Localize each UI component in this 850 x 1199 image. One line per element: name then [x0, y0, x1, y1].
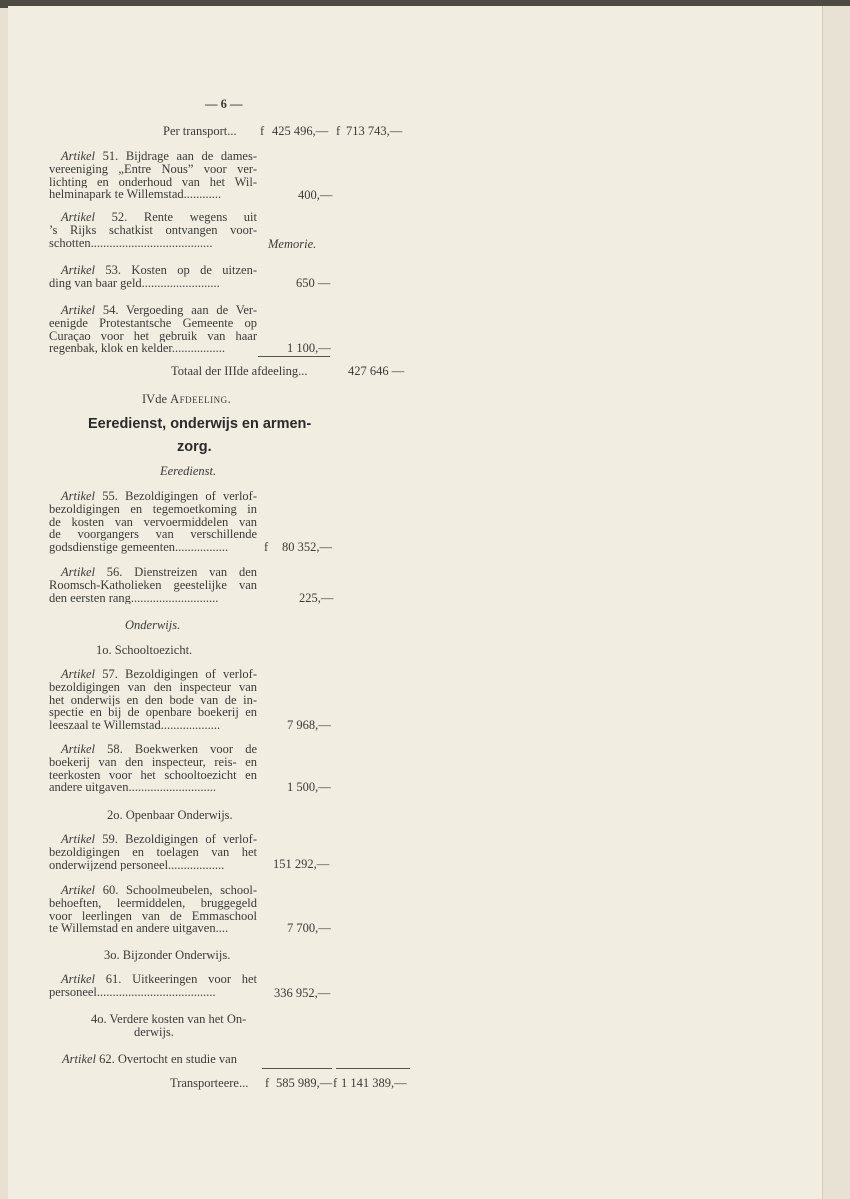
subtotal-rule [258, 356, 330, 357]
footer-f1: f [265, 1076, 270, 1090]
subheading-schooltoezicht: 1o. Schooltoezicht. [96, 643, 193, 657]
transport-amount-1: 425 496,— [272, 124, 329, 138]
article-60-text: Artikel 60. Schoolmeubelen, school- behoeften, leermiddelen, bruggegeld voor leerlingen van de Emmaschool te Willemstad en andere uitgaven.... [49, 884, 257, 936]
article-61-amount: 336 952,— [274, 986, 331, 1000]
article-56-text: Artikel 56. Dienstreizen van den Roomsch-Katholieken geestelijke van den eersten rang............................ [49, 566, 257, 605]
page-edge [822, 6, 850, 1199]
article-61-text: Artikel 61. Uitkeeringen voor het personeel...................................... [49, 973, 257, 999]
article-55-amount: 80 352,— [282, 540, 332, 554]
transport-amount-2: 713 743,— [346, 124, 403, 138]
article-62-text: Artikel 62. Overtocht en studie van [62, 1052, 237, 1066]
division-label: IVde Afdeeling. [142, 392, 232, 406]
section-heading-line-2: zorg. [177, 439, 212, 455]
article-57-text: Artikel 57. Bezoldigingen of verlof- bezoldigingen van den inspecteur van het onderwijs en den bode van de in- spectie en bij de openbare boekerij en leeszaal te Willemstad................... [49, 668, 257, 732]
article-52-text: Artikel 52. Rente wegens uit ’s Rijks schatkist ontvangen voor- schotten....................................... [49, 211, 257, 250]
footer-f2: f [333, 1076, 338, 1090]
article-57-amount: 7 968,— [287, 718, 331, 732]
total-amount: 427 646 — [348, 364, 405, 378]
article-59-text: Artikel 59. Bezoldigingen of verlof- bezoldigingen en toelagen van het onderwijzend personeel.................. [49, 833, 257, 872]
footer-label: Transporteere... [170, 1076, 249, 1090]
transport-label: Per transport... [163, 124, 237, 138]
footer-rule-2 [336, 1068, 410, 1069]
article-58-text: Artikel 58. Boekwerken voor de boekerij van den inspecteur, reis- en teerkosten voor het schooltoezicht en andere uitgaven............................ [49, 743, 257, 795]
subheading-verdere-kosten: 4o. Verdere kosten van het On- [91, 1012, 247, 1026]
article-52-amount: Memorie. [268, 237, 317, 251]
subheading-openbaar: 2o. Openbaar Onderwijs. [107, 808, 233, 822]
article-55-currency: f [264, 540, 269, 554]
transport-f2: f [336, 124, 341, 138]
footer-amount-2: 1 141 389,— [341, 1076, 407, 1090]
article-55-text: Artikel 55. Bezoldigingen of verlof- bezoldigingen en tegemoetkoming in de kosten van vervoermiddelen van de voorgangers van verschillende godsdienstige gemeenten................. [49, 490, 257, 554]
article-51-text: Artikel 51. Bijdrage aan de dames- vereeniging „Entre Nous” voor ver- lichting en onderhoud van het Wil- helminapark te Willemstad............ [49, 150, 257, 202]
article-54-text: Artikel 54. Vergoeding aan de Ver- eenigde Protestantsche Gemeente op Curaçao voor het gebruik van haar regenbak, klok en kelder................. [49, 304, 257, 356]
article-60-amount: 7 700,— [287, 921, 331, 935]
subheading-eeredienst: Eeredienst. [160, 464, 217, 478]
footer-rule-1 [262, 1068, 332, 1069]
article-53-text: Artikel 53. Kosten op de uitzen- ding van baar geld......................... [49, 264, 257, 290]
page-number: — 6 — [205, 97, 243, 111]
section-heading-line-1: Eeredienst, onderwijs en armen- [88, 416, 312, 432]
article-51-amount: 400,— [298, 188, 333, 202]
subheading-verdere-kosten-2: derwijs. [134, 1025, 174, 1039]
article-53-amount: 650 — [296, 276, 331, 290]
transport-f1: f [260, 124, 265, 138]
article-58-amount: 1 500,— [287, 780, 331, 794]
article-54-amount: 1 100,— [287, 341, 331, 355]
total-label: Totaal der IIIde afdeeling... [171, 364, 308, 378]
subheading-bijzonder: 3o. Bijzonder Onderwijs. [104, 948, 231, 962]
article-56-amount: 225,— [299, 591, 334, 605]
article-59-amount: 151 292,— [273, 857, 330, 871]
subheading-onderwijs: Onderwijs. [125, 618, 181, 632]
footer-amount-1: 585 989,— [276, 1076, 333, 1090]
